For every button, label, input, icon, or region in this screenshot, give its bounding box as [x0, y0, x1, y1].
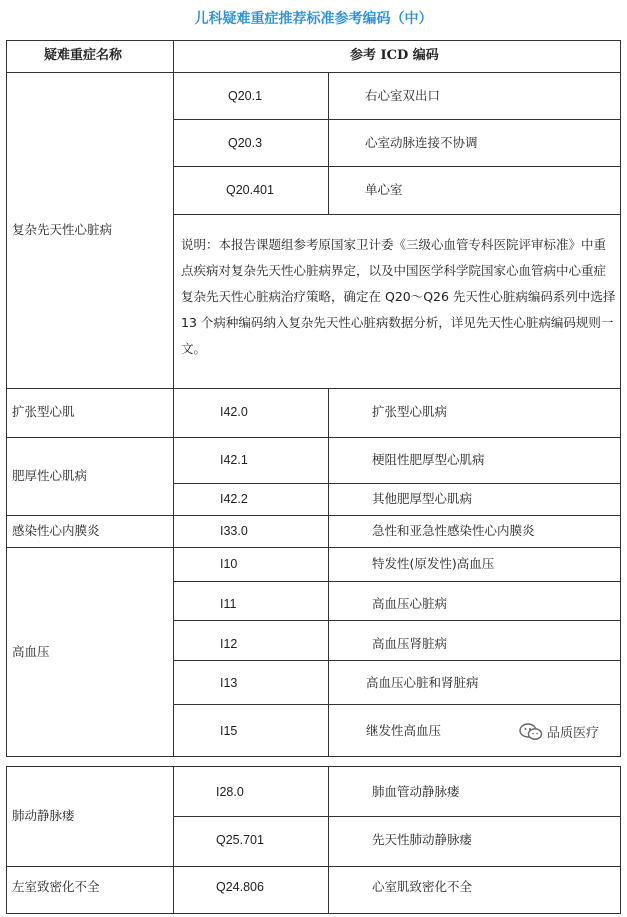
icd-code: I12 [220, 637, 238, 651]
icd-code: I28.0 [216, 785, 244, 799]
disease-name: 肺动静脉瘘 [12, 808, 75, 823]
header-icd-code: 参考 ICD 编码 [350, 48, 439, 63]
explanatory-note: 说明：本报告课题组参考原国家卫计委《三级心血管专科医院评审标准》中重点疾病对复杂先天性心脏病界定，以及中国医学科学院国家心血管病中心重症复杂先天性心脏病治疗策略，确定在 Q20～Q26 先天性心脏病编码系列中选择 13 个病种编码纳入复杂先天性心脏病数据分析，详见先天性心脏病编码规则一文。 [181, 237, 616, 356]
icd-description: 高血压心脏病 [372, 596, 448, 611]
disease-name: 复杂先天性心脏病 [12, 222, 113, 237]
icd-description: 先天性肺动静脉瘘 [372, 832, 473, 847]
icd-code: Q24.806 [216, 880, 264, 894]
icd-description: 单心室 [365, 182, 403, 197]
icd-description: 肺血管动静脉瘘 [372, 784, 460, 799]
disease-name: 高血压 [12, 644, 50, 659]
icd-description: 心室肌致密化不全 [372, 879, 473, 894]
icd-code: Q25.701 [216, 833, 264, 847]
icd-description: 右心室双出口 [365, 88, 441, 103]
watermark [519, 722, 599, 741]
icd-code: Q20.3 [228, 136, 263, 150]
icd-description: 特发性(原发性)高血压 [372, 556, 495, 571]
wechat-icon [519, 723, 543, 741]
icd-description: 其他肥厚型心肌病 [372, 491, 473, 506]
disease-name: 扩张型心肌 [12, 404, 75, 419]
icd-code: I10 [220, 557, 238, 571]
disease-name: 肥厚性心肌病 [12, 468, 88, 483]
icd-description: 急性和亚急性感染性心内膜炎 [372, 523, 535, 538]
icd-code: I42.1 [220, 453, 248, 467]
icd-code: I11 [220, 597, 237, 611]
icd-description: 梗阻性肥厚型心肌病 [372, 452, 485, 467]
icd-code: I15 [220, 724, 238, 738]
icd-code: I42.2 [220, 492, 248, 506]
disease-name: 左室致密化不全 [12, 879, 100, 894]
header-disease-name: 疑难重症名称 [44, 48, 123, 63]
page-title: 儿科疑难重症推荐标准参考编码（中） [194, 11, 433, 27]
icd-code: Q20.401 [226, 183, 274, 197]
icd-code: I33.0 [220, 524, 248, 538]
icd-description: 扩张型心肌病 [372, 404, 448, 419]
disease-name: 感染性心内膜炎 [12, 523, 100, 538]
icd-description: 高血压心脏和肾脏病 [366, 675, 479, 690]
icd-description: 高血压肾脏病 [372, 636, 448, 651]
icd-code: I13 [220, 676, 238, 690]
icd-description: 心室动脉连接不协调 [365, 135, 478, 150]
icd-description: 继发性高血压 [366, 723, 442, 738]
icd-code: I42.0 [220, 405, 248, 419]
watermark-label: 品质医疗 [547, 726, 600, 741]
icd-code: Q20.1 [228, 89, 263, 103]
